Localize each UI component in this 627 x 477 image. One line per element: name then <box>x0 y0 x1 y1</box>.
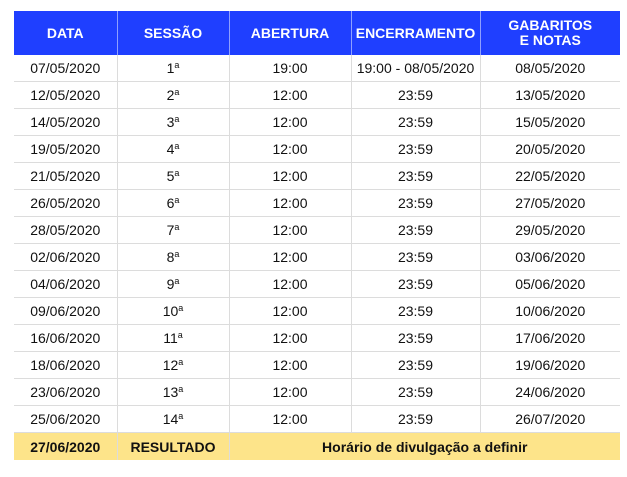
cell-abertura: 12:00 <box>229 325 351 352</box>
cell-sessao <box>117 352 229 379</box>
cell-abertura: 12:00 <box>229 82 351 109</box>
table-row <box>14 190 620 217</box>
session-ordinal: a <box>174 141 180 151</box>
cell-sessao <box>117 82 229 109</box>
session-ordinal: a <box>177 330 183 340</box>
cell-abertura: 12:00 <box>229 244 351 271</box>
cell-encerramento: 23:59 <box>351 325 480 352</box>
cell-abertura: 12:00 <box>229 136 351 163</box>
cell-data: 19/05/2020 <box>14 136 117 163</box>
cell-encerramento: 23:59 <box>351 82 480 109</box>
session-number: 1 <box>166 60 175 76</box>
cell-data: 09/06/2020 <box>14 298 117 325</box>
session-ordinal: a <box>174 60 180 70</box>
header-abertura: ABERTURA <box>229 11 351 55</box>
session-ordinal: a <box>174 222 180 232</box>
cell-sessao <box>117 109 229 136</box>
result-date: 27/06/2020 <box>14 433 117 461</box>
result-note: Horário de divulgação a definir <box>229 433 620 461</box>
cell-data: 07/05/2020 <box>14 55 117 82</box>
session-number: 9 <box>166 276 175 292</box>
cell-abertura: 12:00 <box>229 379 351 406</box>
session-ordinal: a <box>174 168 180 178</box>
session-ordinal: a <box>178 411 184 421</box>
cell-encerramento: 23:59 <box>351 190 480 217</box>
cell-abertura: 12:00 <box>229 298 351 325</box>
cell-abertura: 12:00 <box>229 163 351 190</box>
cell-sessao <box>117 325 229 352</box>
cell-encerramento: 23:59 <box>351 298 480 325</box>
cell-encerramento: 19:00 - 08/05/2020 <box>351 55 480 82</box>
session-number: 13 <box>162 384 179 400</box>
session-number: 5 <box>166 168 175 184</box>
cell-abertura: 12:00 <box>229 352 351 379</box>
session-ordinal: a <box>178 357 184 367</box>
cell-encerramento: 23:59 <box>351 379 480 406</box>
cell-data: 25/06/2020 <box>14 406 117 433</box>
cell-encerramento: 23:59 <box>351 136 480 163</box>
cell-encerramento: 23:59 <box>351 109 480 136</box>
cell-sessao <box>117 379 229 406</box>
session-ordinal: a <box>174 276 180 286</box>
cell-gabaritos: 22/05/2020 <box>480 163 620 190</box>
header-data: DATA <box>14 11 117 55</box>
table-row <box>14 217 620 244</box>
cell-data: 12/05/2020 <box>14 82 117 109</box>
schedule-table <box>14 11 620 460</box>
cell-data: 26/05/2020 <box>14 190 117 217</box>
cell-data: 21/05/2020 <box>14 163 117 190</box>
cell-encerramento: 23:59 <box>351 352 480 379</box>
cell-sessao <box>117 136 229 163</box>
cell-encerramento: 23:59 <box>351 406 480 433</box>
cell-gabaritos: 19/06/2020 <box>480 352 620 379</box>
cell-encerramento: 23:59 <box>351 244 480 271</box>
cell-abertura: 12:00 <box>229 109 351 136</box>
cell-gabaritos: 08/05/2020 <box>480 55 620 82</box>
result-label: RESULTADO <box>117 433 229 461</box>
cell-gabaritos: 27/05/2020 <box>480 190 620 217</box>
cell-data: 04/06/2020 <box>14 271 117 298</box>
session-ordinal: a <box>174 114 180 124</box>
cell-gabaritos: 26/07/2020 <box>480 406 620 433</box>
cell-gabaritos: 15/05/2020 <box>480 109 620 136</box>
cell-abertura: 12:00 <box>229 190 351 217</box>
table-row <box>14 136 620 163</box>
cell-abertura: 19:00 <box>229 55 351 82</box>
header-gabaritos <box>480 11 620 55</box>
session-number: 10 <box>162 303 179 319</box>
session-number: 6 <box>166 195 175 211</box>
cell-sessao <box>117 298 229 325</box>
session-ordinal: a <box>174 87 180 97</box>
table-row <box>14 244 620 271</box>
cell-abertura: 12:00 <box>229 217 351 244</box>
table-row <box>14 325 620 352</box>
header-gabaritos-line1: GABARITOS <box>508 17 593 33</box>
cell-encerramento: 23:59 <box>351 217 480 244</box>
cell-gabaritos: 03/06/2020 <box>480 244 620 271</box>
session-ordinal: a <box>178 303 184 313</box>
cell-gabaritos: 17/06/2020 <box>480 325 620 352</box>
table-row <box>14 406 620 433</box>
session-number: 3 <box>166 114 175 130</box>
cell-encerramento: 23:59 <box>351 271 480 298</box>
session-ordinal: a <box>174 195 180 205</box>
cell-data: 02/06/2020 <box>14 244 117 271</box>
header-sessao: SESSÃO <box>117 11 229 55</box>
session-number: 7 <box>166 222 175 238</box>
cell-encerramento: 23:59 <box>351 163 480 190</box>
cell-gabaritos: 13/05/2020 <box>480 82 620 109</box>
cell-sessao <box>117 55 229 82</box>
cell-gabaritos: 05/06/2020 <box>480 271 620 298</box>
session-number: 8 <box>166 249 175 265</box>
cell-gabaritos: 24/06/2020 <box>480 379 620 406</box>
cell-sessao <box>117 406 229 433</box>
cell-data: 18/06/2020 <box>14 352 117 379</box>
schedule-table-container <box>14 11 620 460</box>
cell-gabaritos: 10/06/2020 <box>480 298 620 325</box>
header-gabaritos-line2: E NOTAS <box>519 32 581 48</box>
session-number: 12 <box>162 357 179 373</box>
session-ordinal: a <box>178 384 184 394</box>
cell-data: 16/06/2020 <box>14 325 117 352</box>
session-number: 14 <box>162 411 179 427</box>
table-row <box>14 352 620 379</box>
cell-abertura: 12:00 <box>229 271 351 298</box>
cell-data: 14/05/2020 <box>14 109 117 136</box>
cell-sessao <box>117 217 229 244</box>
cell-sessao <box>117 271 229 298</box>
cell-abertura: 12:00 <box>229 406 351 433</box>
session-number: 2 <box>166 87 175 103</box>
table-row <box>14 82 620 109</box>
cell-sessao <box>117 244 229 271</box>
session-number: 11 <box>163 330 178 346</box>
table-header-row <box>14 11 620 55</box>
cell-sessao <box>117 190 229 217</box>
table-row <box>14 271 620 298</box>
cell-gabaritos: 29/05/2020 <box>480 217 620 244</box>
session-ordinal: a <box>174 249 180 259</box>
cell-sessao <box>117 163 229 190</box>
table-row <box>14 55 620 82</box>
table-row <box>14 109 620 136</box>
cell-data: 28/05/2020 <box>14 217 117 244</box>
result-row <box>14 433 620 461</box>
cell-gabaritos: 20/05/2020 <box>480 136 620 163</box>
header-encerramento: ENCERRAMENTO <box>351 11 480 55</box>
session-number: 4 <box>166 141 175 157</box>
cell-data: 23/06/2020 <box>14 379 117 406</box>
table-row <box>14 379 620 406</box>
table-row <box>14 298 620 325</box>
table-row <box>14 163 620 190</box>
